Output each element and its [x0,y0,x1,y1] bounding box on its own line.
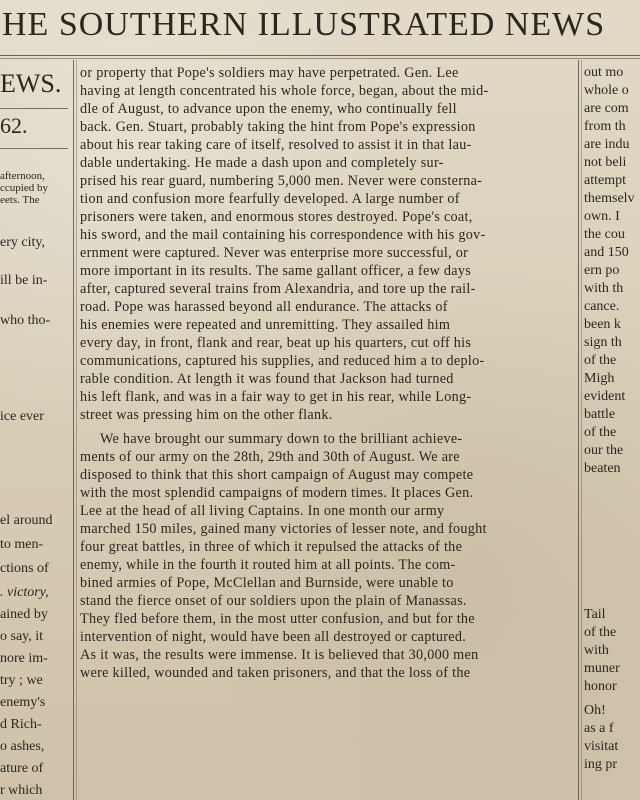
right-column-line: with th [584,281,624,296]
left-column-small-line: afternoon, [0,170,45,182]
left-column-heading: EWS. [0,69,62,98]
left-column-small-line: eets. The [0,194,40,206]
right-column-line: ern po [584,263,620,278]
main-line: his enemies were repeated and unremitting. They assailed him [80,317,451,333]
column-divider-left [73,60,74,800]
main-line: more important in its results. The same gallant officer, a few days [80,263,472,279]
masthead-title: HE SOUTHERN ILLUSTRATED NEWS [2,6,606,43]
column-divider-left-secondary [76,60,77,800]
left-column-line: ice ever [0,409,44,424]
right-column-line: and 150 [584,245,629,260]
left-column [0,60,68,800]
left-column-line: ctions of [0,561,49,576]
right-column-line: been k [584,317,621,332]
main-line: road. Pope was harassed beyond all endurance. The attacks of [80,299,448,315]
main-line: his sword, and the mail containing his correspondence with his gov- [80,227,486,243]
right-column-line: visitat [584,739,619,754]
right-column-line: cance. [584,299,620,314]
main-line: enemy, while in the fourth it routed him at all points. The com- [80,557,456,573]
left-column-line: r which [0,783,43,798]
main-line: were killed, wounded and taken prisoners, and that the loss of the [80,665,471,681]
right-column-line: battle [584,407,616,422]
right-column-line: are indu [584,137,630,152]
right-column-line: beaten [584,461,621,476]
left-column-rule-2 [0,148,68,149]
right-column-line: evident [584,389,626,404]
left-column-line: d Rich- [0,717,42,732]
main-line: dable undertaking. He made a dash upon and completely sur- [80,155,444,171]
right-column-line: whole o [584,83,629,98]
main-line: ments of our army on the 28th, 29th and 30th of August. We are [80,449,460,465]
main-line: We have brought our summary down to the brilliant achieve- [100,431,463,447]
main-line: with the most splendid campaigns of modern times. It places Gen. [80,485,474,501]
right-column-line: not beli [584,155,627,170]
right-column-line: out mo [584,65,624,80]
main-line: back. Gen. Stuart, probably taking the hint from Pope's expression [80,119,476,135]
left-column-line: el around [0,513,53,528]
right-column-line: of the [584,625,617,640]
main-line: ernment were captured. Never was enterprise more successful, or [80,245,469,261]
main-line: about his rear taking care of itself, resolved to assist it in that lau- [80,137,472,153]
main-line: communications, captured his supplies, and reduced him a to deplo- [80,353,485,369]
right-column-line: own. I [584,209,620,224]
left-column-line: ained by [0,607,48,622]
left-column-rule [0,108,68,109]
right-column-line: of the [584,353,617,368]
main-line: dle of August, to advance upon the enemy, who continually fell [80,101,457,117]
main-line: They fled before them, in the most utter confusion, and but for the [80,611,475,627]
main-line: having at length concentrated his whole force, began, about the mid- [80,83,489,99]
main-line: every day, in front, flank and rear, beat up his quarters, cut off his [80,335,472,351]
column-divider-right [578,60,579,800]
right-column-line: of the [584,425,617,440]
main-line: marched 150 miles, gained many victories of lesser note, and fought [80,521,487,537]
masthead-rule [0,55,640,56]
right-column-line: with [584,643,609,658]
masthead-rule-secondary [0,58,640,59]
masthead [0,4,640,54]
left-column-line: who tho- [0,313,51,328]
main-line: prisoners were taken, and enormous stores destroyed. Pope's coat, [80,209,473,225]
left-column-line: . victory, [0,585,49,600]
left-column-small-line: ccupied by [0,182,48,194]
right-column-line: the cou [584,227,625,242]
right-column-line: sign th [584,335,622,350]
right-column-line: ing pr [584,757,618,772]
right-column-line: Migh [584,371,615,386]
right-column [584,60,640,800]
main-line: his left flank, and was in a fair way to get in his rear, while Long- [80,389,472,405]
main-line: stand the fierce onset of our soldiers upon the plain of Manassas. [80,593,467,609]
main-line: rable condition. At length it was found that Jackson had turned [80,371,454,387]
right-column-line: themselv [584,191,635,206]
left-column-line: o ashes, [0,739,45,754]
main-line: prised his rear guard, numbering 5,000 men. Never were consterna- [80,173,483,189]
left-column-line: ill be in- [0,273,48,288]
main-line: or property that Pope's soldiers may have perpetrated. Gen. Lee [80,65,459,81]
left-column-line: ature of [0,761,44,776]
main-line: Lee at the head of all living Captains. In one month our army [80,503,445,519]
left-column-line: to men- [0,537,44,552]
left-column-line: try ; we [0,673,43,688]
main-line: disposed to think that this short campaign of August may compete [80,467,474,483]
main-line: four great battles, in three of which it repulsed the attacks of the [80,539,463,555]
main-line: after, captured several trains from Alexandria, and tore up the rail- [80,281,476,297]
main-line: street was pressing him on the other flank. [80,407,333,423]
right-column-line: as a f [584,721,614,736]
main-line: intervention of night, would have been all destroyed or captured. [80,629,467,645]
left-column-year: 62. [0,113,28,138]
left-column-line: nore im- [0,651,48,666]
right-column-line: Oh! [584,703,606,718]
left-column-line: ery city, [0,235,45,250]
main-line: As it was, the results were immense. It is believed that 30,000 men [80,647,479,663]
main-column [80,60,572,800]
right-column-line: from th [584,119,626,134]
main-line: bined armies of Pope, McClellan and Burnside, were unable to [80,575,454,591]
right-column-line: are com [584,101,629,116]
right-column-line: honor [584,679,617,694]
right-column-line: muner [584,661,620,676]
left-column-line: enemy's [0,695,46,710]
right-column-line: our the [584,443,624,458]
right-column-line: attempt [584,173,626,188]
right-column-line: Tail [584,607,606,622]
column-divider-right-secondary [581,60,582,800]
left-column-line: o say, it [0,629,44,644]
main-line: tion and confusion more fearfully developed. A large number of [80,191,460,207]
